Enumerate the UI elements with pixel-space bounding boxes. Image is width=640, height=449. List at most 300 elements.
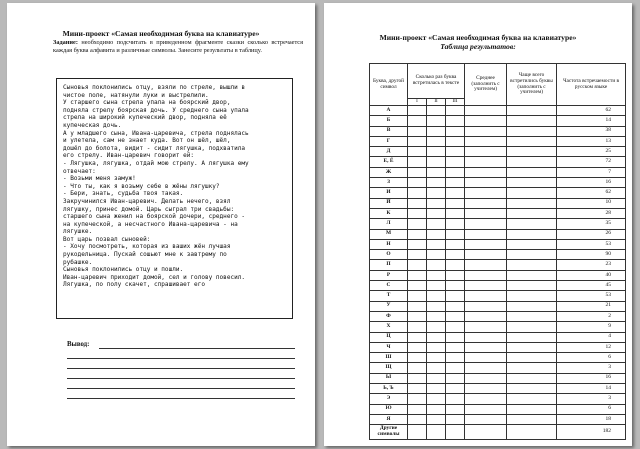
count-cell-2[interactable]	[427, 342, 446, 352]
average-cell[interactable]	[465, 260, 507, 270]
count-cell-2[interactable]	[427, 219, 446, 229]
average-cell[interactable]	[465, 342, 507, 352]
letter-cell: Другие символы	[370, 425, 408, 440]
letter-cell: Ф	[370, 311, 408, 321]
right-page-title: Мини-проект «Самая необходимая буква на клавиатуре»	[379, 33, 577, 42]
task-text: необходимо подсчитать в приведенном фрагменте сказки сколько встречается каждая буква алфавита и различные символы. Занесите результаты в таблицу.	[53, 39, 303, 54]
conclusion-line	[67, 398, 295, 399]
count-cell-3[interactable]	[446, 394, 465, 404]
count-cell-2[interactable]	[427, 126, 446, 136]
average-cell[interactable]	[465, 239, 507, 249]
average-cell[interactable]	[465, 126, 507, 136]
count-cell-3[interactable]	[446, 157, 465, 167]
count-cell-2[interactable]	[427, 147, 446, 157]
count-cell-2[interactable]	[427, 332, 446, 342]
conclusion-line	[67, 378, 295, 379]
letter-cell: Ю	[370, 404, 408, 414]
frequency-cell: 2	[557, 311, 626, 321]
table-row	[370, 219, 626, 229]
tale-line: лягушку, принес домой. Царь сыграл три свадьбы:	[63, 205, 235, 213]
most-frequent-cell[interactable]	[507, 322, 557, 332]
tale-line: У старшего сына стрела упала на боярский двор,	[63, 99, 231, 107]
most-frequent-cell[interactable]	[507, 301, 557, 311]
count-cell-1[interactable]	[408, 404, 427, 414]
count-cell-2[interactable]	[427, 414, 446, 424]
count-cell-1[interactable]	[408, 167, 427, 177]
count-cell-1[interactable]	[408, 291, 427, 301]
count-cell-2[interactable]	[427, 136, 446, 146]
letter-cell: Т	[370, 291, 408, 301]
count-cell-1[interactable]	[408, 425, 427, 440]
count-cell-1[interactable]	[408, 281, 427, 291]
most-frequent-cell[interactable]	[507, 353, 557, 363]
frequency-cell: 62	[557, 188, 626, 198]
table-row	[370, 291, 626, 301]
count-cell-2[interactable]	[427, 404, 446, 414]
count-cell-2[interactable]	[427, 394, 446, 404]
count-cell-2[interactable]	[427, 106, 446, 116]
count-cell-1[interactable]	[408, 208, 427, 218]
average-cell[interactable]	[465, 394, 507, 404]
count-cell-3[interactable]	[446, 250, 465, 260]
count-cell-2[interactable]	[427, 178, 446, 188]
most-frequent-cell[interactable]	[507, 250, 557, 260]
frequency-cell: 53	[557, 291, 626, 301]
count-cell-3[interactable]	[446, 208, 465, 218]
task-label: Задание:	[53, 39, 78, 46]
count-cell-3[interactable]	[446, 167, 465, 177]
letter-cell: В	[370, 126, 408, 136]
average-cell[interactable]	[465, 167, 507, 177]
table-row	[370, 126, 626, 136]
count-cell-3[interactable]	[446, 384, 465, 394]
frequency-cell: 10	[557, 198, 626, 208]
table-row	[370, 270, 626, 280]
most-frequent-cell[interactable]	[507, 106, 557, 116]
tale-line: стрела на широкий купеческий двор, подняла её	[63, 114, 227, 122]
count-cell-3[interactable]	[446, 404, 465, 414]
average-cell[interactable]	[465, 311, 507, 321]
letter-cell: Д	[370, 147, 408, 157]
tale-line: купеческая дочь.	[63, 121, 122, 129]
subheader-variant-1: I	[408, 99, 427, 106]
count-cell-3[interactable]	[446, 363, 465, 373]
most-frequent-cell[interactable]	[507, 270, 557, 280]
table-row	[370, 363, 626, 373]
table-row	[370, 208, 626, 218]
table-row	[370, 353, 626, 363]
count-cell-3[interactable]	[446, 270, 465, 280]
average-cell[interactable]	[465, 414, 507, 424]
count-cell-1[interactable]	[408, 260, 427, 270]
count-cell-2[interactable]	[427, 425, 446, 440]
tale-line: - Что ты, как я возьму себе в жёны лягушку?	[63, 182, 220, 190]
count-cell-3[interactable]	[446, 322, 465, 332]
count-cell-1[interactable]	[408, 126, 427, 136]
count-cell-2[interactable]	[427, 322, 446, 332]
letter-cell: Я	[370, 414, 408, 424]
tale-line: лягушке.	[63, 228, 93, 236]
count-cell-3[interactable]	[446, 229, 465, 239]
count-cell-2[interactable]	[427, 208, 446, 218]
most-frequent-cell[interactable]	[507, 342, 557, 352]
count-cell-3[interactable]	[446, 147, 465, 157]
count-cell-1[interactable]	[408, 332, 427, 342]
frequency-cell: 90	[557, 250, 626, 260]
tale-line: рубашке.	[63, 258, 93, 266]
tale-line: Иван-царевич приходит домой, сел и голову повесил.	[63, 273, 246, 281]
most-frequent-cell[interactable]	[507, 136, 557, 146]
average-cell[interactable]	[465, 332, 507, 342]
most-frequent-cell[interactable]	[507, 229, 557, 239]
letter-cell: Ш	[370, 353, 408, 363]
count-cell-1[interactable]	[408, 239, 427, 249]
table-row	[370, 281, 626, 291]
count-cell-2[interactable]	[427, 291, 446, 301]
letter-cell: Э	[370, 394, 408, 404]
task-description	[53, 39, 303, 55]
count-cell-3[interactable]	[446, 311, 465, 321]
average-cell[interactable]	[465, 353, 507, 363]
frequency-cell: 12	[557, 342, 626, 352]
count-cell-2[interactable]	[427, 229, 446, 239]
most-frequent-cell[interactable]	[507, 239, 557, 249]
count-cell-3[interactable]	[446, 219, 465, 229]
frequency-cell: 14	[557, 116, 626, 126]
conclusion-line	[67, 388, 295, 389]
most-frequent-cell[interactable]	[507, 373, 557, 383]
tale-line: Сыновья поклонились отцу и пошли.	[63, 266, 184, 274]
frequency-cell: 16	[557, 178, 626, 188]
most-frequent-cell[interactable]	[507, 332, 557, 342]
count-cell-2[interactable]	[427, 239, 446, 249]
most-frequent-cell[interactable]	[507, 363, 557, 373]
count-cell-3[interactable]	[446, 425, 465, 440]
count-cell-3[interactable]	[446, 239, 465, 249]
frequency-cell: 25	[557, 147, 626, 157]
count-cell-1[interactable]	[408, 363, 427, 373]
average-cell[interactable]	[465, 229, 507, 239]
count-cell-3[interactable]	[446, 414, 465, 424]
count-cell-1[interactable]	[408, 384, 427, 394]
letter-cell: Н	[370, 239, 408, 249]
count-cell-2[interactable]	[427, 270, 446, 280]
table-row	[370, 136, 626, 146]
count-cell-2[interactable]	[427, 260, 446, 270]
header-letter: Буква, другой символ	[370, 64, 408, 106]
conclusion-line	[67, 368, 295, 369]
count-cell-1[interactable]	[408, 136, 427, 146]
count-cell-3[interactable]	[446, 353, 465, 363]
count-cell-1[interactable]	[408, 106, 427, 116]
average-cell[interactable]	[465, 373, 507, 383]
count-cell-1[interactable]	[408, 311, 427, 321]
count-cell-1[interactable]	[408, 198, 427, 208]
tale-line: чистое поле, натянули луки и выстрелили.	[63, 91, 209, 99]
count-cell-1[interactable]	[408, 322, 427, 332]
average-cell[interactable]	[465, 270, 507, 280]
average-cell[interactable]	[465, 219, 507, 229]
count-cell-3[interactable]	[446, 373, 465, 383]
count-cell-3[interactable]	[446, 301, 465, 311]
most-frequent-cell[interactable]	[507, 425, 557, 440]
frequency-cell: 72	[557, 157, 626, 167]
letter-cell: Ж	[370, 167, 408, 177]
frequency-cell: 14	[557, 384, 626, 394]
count-cell-1[interactable]	[408, 219, 427, 229]
tale-line: рукодельница. Пускай сошьют мне к завтрему по	[63, 251, 227, 259]
count-cell-1[interactable]	[408, 394, 427, 404]
letter-cell: А	[370, 106, 408, 116]
table-row	[370, 260, 626, 270]
count-cell-3[interactable]	[446, 188, 465, 198]
letter-cell: Ц	[370, 332, 408, 342]
results-table-caption: Таблица результатов:	[440, 42, 516, 51]
frequency-cell: 6	[557, 404, 626, 414]
count-cell-1[interactable]	[408, 342, 427, 352]
count-cell-3[interactable]	[446, 198, 465, 208]
letter-cell: Г	[370, 136, 408, 146]
average-cell[interactable]	[465, 404, 507, 414]
table-row	[370, 239, 626, 249]
tale-line: на купеческой, а несчастного Ивана-царевича - на	[63, 220, 238, 228]
average-cell[interactable]	[465, 198, 507, 208]
letter-cell: Е, Ё	[370, 157, 408, 167]
letter-cell: З	[370, 178, 408, 188]
letter-cell: Й	[370, 198, 408, 208]
count-cell-3[interactable]	[446, 281, 465, 291]
header-russian-frequency: Частота встречаемости в русском языке	[557, 64, 626, 106]
left-page-title: Мини-проект «Самая необходимая буква на клавиатуре»	[62, 29, 260, 38]
count-cell-1[interactable]	[408, 353, 427, 363]
count-cell-3[interactable]	[446, 116, 465, 126]
average-cell[interactable]	[465, 322, 507, 332]
most-frequent-cell[interactable]	[507, 384, 557, 394]
most-frequent-cell[interactable]	[507, 126, 557, 136]
tale-line: - Возьми меня замуж!	[63, 175, 136, 183]
count-cell-3[interactable]	[446, 291, 465, 301]
count-cell-2[interactable]	[427, 311, 446, 321]
header-average: Среднее (заполнить с учителем)	[465, 64, 507, 106]
table-row	[370, 178, 626, 188]
frequency-cell: 9	[557, 322, 626, 332]
tale-fragment-box	[56, 78, 293, 319]
most-frequent-cell[interactable]	[507, 167, 557, 177]
count-cell-2[interactable]	[427, 188, 446, 198]
average-cell[interactable]	[465, 157, 507, 167]
count-cell-3[interactable]	[446, 106, 465, 116]
letter-cell: Щ	[370, 363, 408, 373]
table-row	[370, 404, 626, 414]
average-cell[interactable]	[465, 363, 507, 373]
tale-line: старшего сына женил на боярской дочери, среднего -	[63, 213, 246, 221]
average-cell[interactable]	[465, 147, 507, 157]
count-cell-2[interactable]	[427, 116, 446, 126]
left-page	[7, 3, 315, 446]
count-cell-1[interactable]	[408, 229, 427, 239]
letter-cell: Б	[370, 116, 408, 126]
count-cell-1[interactable]	[408, 116, 427, 126]
frequency-cell: 4	[557, 332, 626, 342]
table-row	[370, 311, 626, 321]
conclusion-line	[99, 348, 295, 349]
count-cell-2[interactable]	[427, 281, 446, 291]
frequency-cell: 23	[557, 260, 626, 270]
count-cell-1[interactable]	[408, 414, 427, 424]
frequency-cell: 16	[557, 373, 626, 383]
average-cell[interactable]	[465, 425, 507, 440]
most-frequent-cell[interactable]	[507, 404, 557, 414]
tale-line: - Бери, знать, судьба твоя такая.	[63, 190, 184, 198]
most-frequent-cell[interactable]	[507, 311, 557, 321]
count-cell-1[interactable]	[408, 301, 427, 311]
table-row	[370, 425, 626, 440]
tale-line: - Хочу посмотреть, которая из ваших жён лучшая	[63, 243, 231, 251]
average-cell[interactable]	[465, 106, 507, 116]
most-frequent-cell[interactable]	[507, 116, 557, 126]
letter-cell: Ь, Ъ	[370, 384, 408, 394]
count-cell-1[interactable]	[408, 250, 427, 260]
tale-line: Сыновья поклонились отцу, взяли по стреле, вышли в	[63, 84, 246, 91]
table-row	[370, 106, 626, 116]
table-row	[370, 167, 626, 177]
letter-cell: И	[370, 188, 408, 198]
count-cell-2[interactable]	[427, 167, 446, 177]
letter-cell: Х	[370, 322, 408, 332]
table-row	[370, 332, 626, 342]
count-cell-1[interactable]	[408, 157, 427, 167]
table-row	[370, 250, 626, 260]
count-cell-3[interactable]	[446, 126, 465, 136]
count-cell-3[interactable]	[446, 260, 465, 270]
most-frequent-cell[interactable]	[507, 188, 557, 198]
count-cell-2[interactable]	[427, 384, 446, 394]
most-frequent-cell[interactable]	[507, 198, 557, 208]
table-row	[370, 384, 626, 394]
average-cell[interactable]	[465, 250, 507, 260]
frequency-cell: 35	[557, 219, 626, 229]
average-cell[interactable]	[465, 301, 507, 311]
header-count: Сколько раз буква встретилась в тексте	[408, 64, 465, 99]
letter-cell: Ы	[370, 373, 408, 383]
average-cell[interactable]	[465, 384, 507, 394]
table-row	[370, 322, 626, 332]
frequency-cell: 18	[557, 414, 626, 424]
table-row	[370, 198, 626, 208]
average-cell[interactable]	[465, 136, 507, 146]
tale-line: отвечает:	[63, 167, 96, 175]
frequency-cell: 62	[557, 106, 626, 116]
table-row	[370, 301, 626, 311]
tale-line: подняла стрелу боярская дочь. У среднего сына упала	[63, 106, 249, 114]
most-frequent-cell[interactable]	[507, 219, 557, 229]
count-cell-1[interactable]	[408, 178, 427, 188]
frequency-cell: 13	[557, 136, 626, 146]
letter-cell: Ч	[370, 342, 408, 352]
most-frequent-cell[interactable]	[507, 157, 557, 167]
table-row	[370, 342, 626, 352]
letter-cell: У	[370, 301, 408, 311]
average-cell[interactable]	[465, 188, 507, 198]
letter-cell: Р	[370, 270, 408, 280]
frequency-cell: 182	[557, 425, 626, 440]
table-row	[370, 414, 626, 424]
table-row	[370, 229, 626, 239]
conclusion-line	[67, 358, 295, 359]
table-row	[370, 373, 626, 383]
most-frequent-cell[interactable]	[507, 260, 557, 270]
tale-line: Лягушка, по полу скачет, спрашивает его	[63, 281, 205, 289]
most-frequent-cell[interactable]	[507, 147, 557, 157]
letter-cell: О	[370, 250, 408, 260]
table-row	[370, 157, 626, 167]
tale-line: А у младшего сына, Ивана-царевича, стрела поднялась	[63, 129, 249, 137]
letter-cell: Л	[370, 219, 408, 229]
letter-cell: К	[370, 208, 408, 218]
count-cell-1[interactable]	[408, 188, 427, 198]
count-cell-3[interactable]	[446, 342, 465, 352]
count-cell-2[interactable]	[427, 353, 446, 363]
count-cell-2[interactable]	[427, 373, 446, 383]
most-frequent-cell[interactable]	[507, 281, 557, 291]
count-cell-2[interactable]	[427, 250, 446, 260]
table-header-row	[370, 64, 626, 99]
average-cell[interactable]	[465, 178, 507, 188]
table-row	[370, 188, 626, 198]
average-cell[interactable]	[465, 116, 507, 126]
most-frequent-cell[interactable]	[507, 291, 557, 301]
frequency-cell: 38	[557, 126, 626, 136]
count-cell-2[interactable]	[427, 301, 446, 311]
count-cell-2[interactable]	[427, 157, 446, 167]
right-page	[324, 3, 632, 446]
frequency-cell: 7	[557, 167, 626, 177]
letter-cell: М	[370, 229, 408, 239]
subheader-variant-3: III	[446, 99, 465, 106]
tale-line: дошёл до болота, видит - сидит лягушка, подхватила	[63, 144, 246, 152]
count-cell-3[interactable]	[446, 178, 465, 188]
conclusion-label: Вывод:	[67, 341, 90, 348]
count-cell-1[interactable]	[408, 270, 427, 280]
frequency-cell: 3	[557, 363, 626, 373]
table-row	[370, 147, 626, 157]
subheader-variant-2: II	[427, 99, 446, 106]
most-frequent-cell[interactable]	[507, 178, 557, 188]
frequency-cell: 28	[557, 208, 626, 218]
count-cell-2[interactable]	[427, 363, 446, 373]
count-cell-1[interactable]	[408, 373, 427, 383]
frequency-cell: 26	[557, 229, 626, 239]
frequency-cell: 3	[557, 394, 626, 404]
table-row	[370, 116, 626, 126]
frequency-cell: 45	[557, 281, 626, 291]
most-frequent-cell[interactable]	[507, 414, 557, 424]
tale-line: его стрелу. Иван-царевич говорит ей:	[63, 152, 195, 160]
count-cell-1[interactable]	[408, 147, 427, 157]
table-row	[370, 394, 626, 404]
average-cell[interactable]	[465, 208, 507, 218]
frequency-cell: 53	[557, 239, 626, 249]
tale-line: - Лягушка, лягушка, отдай мою стрелу. А лягушка ему	[63, 159, 249, 167]
count-cell-2[interactable]	[427, 198, 446, 208]
count-cell-3[interactable]	[446, 332, 465, 342]
count-cell-3[interactable]	[446, 136, 465, 146]
tale-line: Закручинился Иван-царевич. Делать нечего, взял	[63, 197, 231, 205]
most-frequent-cell[interactable]	[507, 208, 557, 218]
average-cell[interactable]	[465, 291, 507, 301]
most-frequent-cell[interactable]	[507, 394, 557, 404]
average-cell[interactable]	[465, 281, 507, 291]
